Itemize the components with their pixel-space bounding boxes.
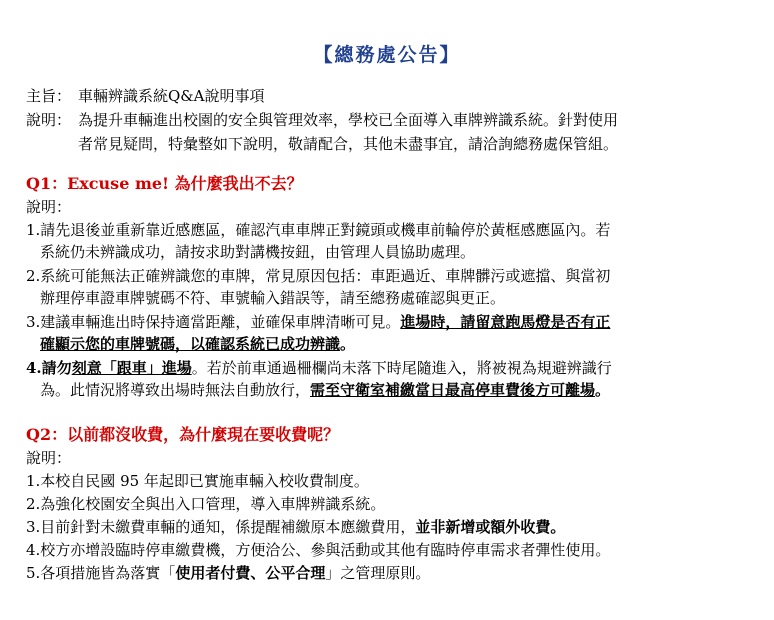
q1-item-3-end: 。 [340,335,356,353]
subject-row [26,86,264,106]
q2-item-1: 1.本校自民國 95 年起即已實施車輛入校收費制度。 [26,472,369,490]
q2-item-2: 2.為強化校園安全與出入口管理，導入車牌辨識系統。 [26,495,386,513]
announcement-title: 【總務處公告】 [313,44,461,66]
q2-intro: 說明： [26,449,72,467]
q2-item-4: 4.校方亦增設臨時停車繳費機，方便洽公、參與活動或其他有臨時停車需求者彈性使用。 [26,541,611,559]
q1-item-2-line-2: 辦理停車證車牌號碼不符、車號輸入錯誤等，請至總務處確認與更正。 [40,289,506,307]
q1-item-3-line-1 [26,312,610,332]
subject-text: 車輛辨識系統Q&A說明事項 [78,87,265,105]
description-row [26,110,618,130]
q1-item-4-bold: 請勿 [41,359,72,377]
q1-item-3-line-2 [40,334,355,354]
q1-intro: 說明： [26,198,72,216]
description-label: 說明： [26,111,72,129]
q2-item-3-emphasis: 並非新增或額外收費 [415,518,551,536]
q2-item-5-emphasis: 使用者付費、公平合理 [175,564,326,582]
q1-item-1-line-1: 1.請先退後並重新靠近感應區，確認汽車車牌正對鏡頭或機車前輪停於黃框感應區內。若 [26,221,611,239]
q2-item-5 [26,563,430,583]
q1-item-2-line-1: 2.系統可能無法正確辨識您的車牌，常見原因包括：車距過近、車牌髒污或遮擋、與當初 [26,267,611,285]
q1-item-1-line-2: 系統仍未辨識成功，請按求助對講機按鈕，由管理人員協助處理。 [40,243,476,261]
description-line-1: 為提升車輛進出校園的安全與管理效率，學校已全面導入車牌辨識系統。針對使用 [78,111,619,129]
q1-item-4-text: 。若於前車通過柵欄尚未落下時尾隨進入，將被視為規避辨識行 [191,359,612,377]
q2-item-5-text: 5.各項措施皆為落實「 [26,564,176,582]
q1-item-3-emphasis-cont: 確顯示您的車牌號碼，以確認系統已成功辨識 [40,335,341,353]
q1-item-4-line-1 [26,358,612,378]
q1-item-4-underline: 刻意「跟車」進場 [71,359,192,377]
q1-item-4-line-2 [40,380,610,400]
q2-item-3-end: 。 [550,518,566,536]
q2-item-3-text: 3.目前針對未繳費車輛的通知，係提醒補繳原本應繳費用， [26,518,416,536]
q1-item-4-number: 4. [26,359,42,377]
q1-item-4-end: 。 [595,381,611,399]
description-line-2: 者常見疑問，特彙整如下說明，敬請配合，其他未盡事宜，請洽詢總務處保管組。 [78,135,619,153]
q1-item-4-emphasis: 需至守衛室補繳當日最高停車費後方可離場 [310,381,596,399]
subject-label: 主旨： [26,87,72,105]
q2-item-3 [26,517,565,537]
q1-item-3-emphasis: 進場時，請留意跑馬燈是否有正 [400,313,611,331]
q1-item-4-text-cont: 為。此情況將導致出場時無法自動放行， [40,381,311,399]
q2-heading: Q2：以前都沒收費，為什麼現在要收費呢？ [26,425,340,444]
q1-heading: Q1：Excuse me! 為什麼我出不去？ [26,174,303,193]
q2-item-5-end: 」之管理原則。 [325,564,431,582]
q1-item-3-text: 3.建議車輛進出時保持適當距離，並確保車牌清晰可見。 [26,313,401,331]
